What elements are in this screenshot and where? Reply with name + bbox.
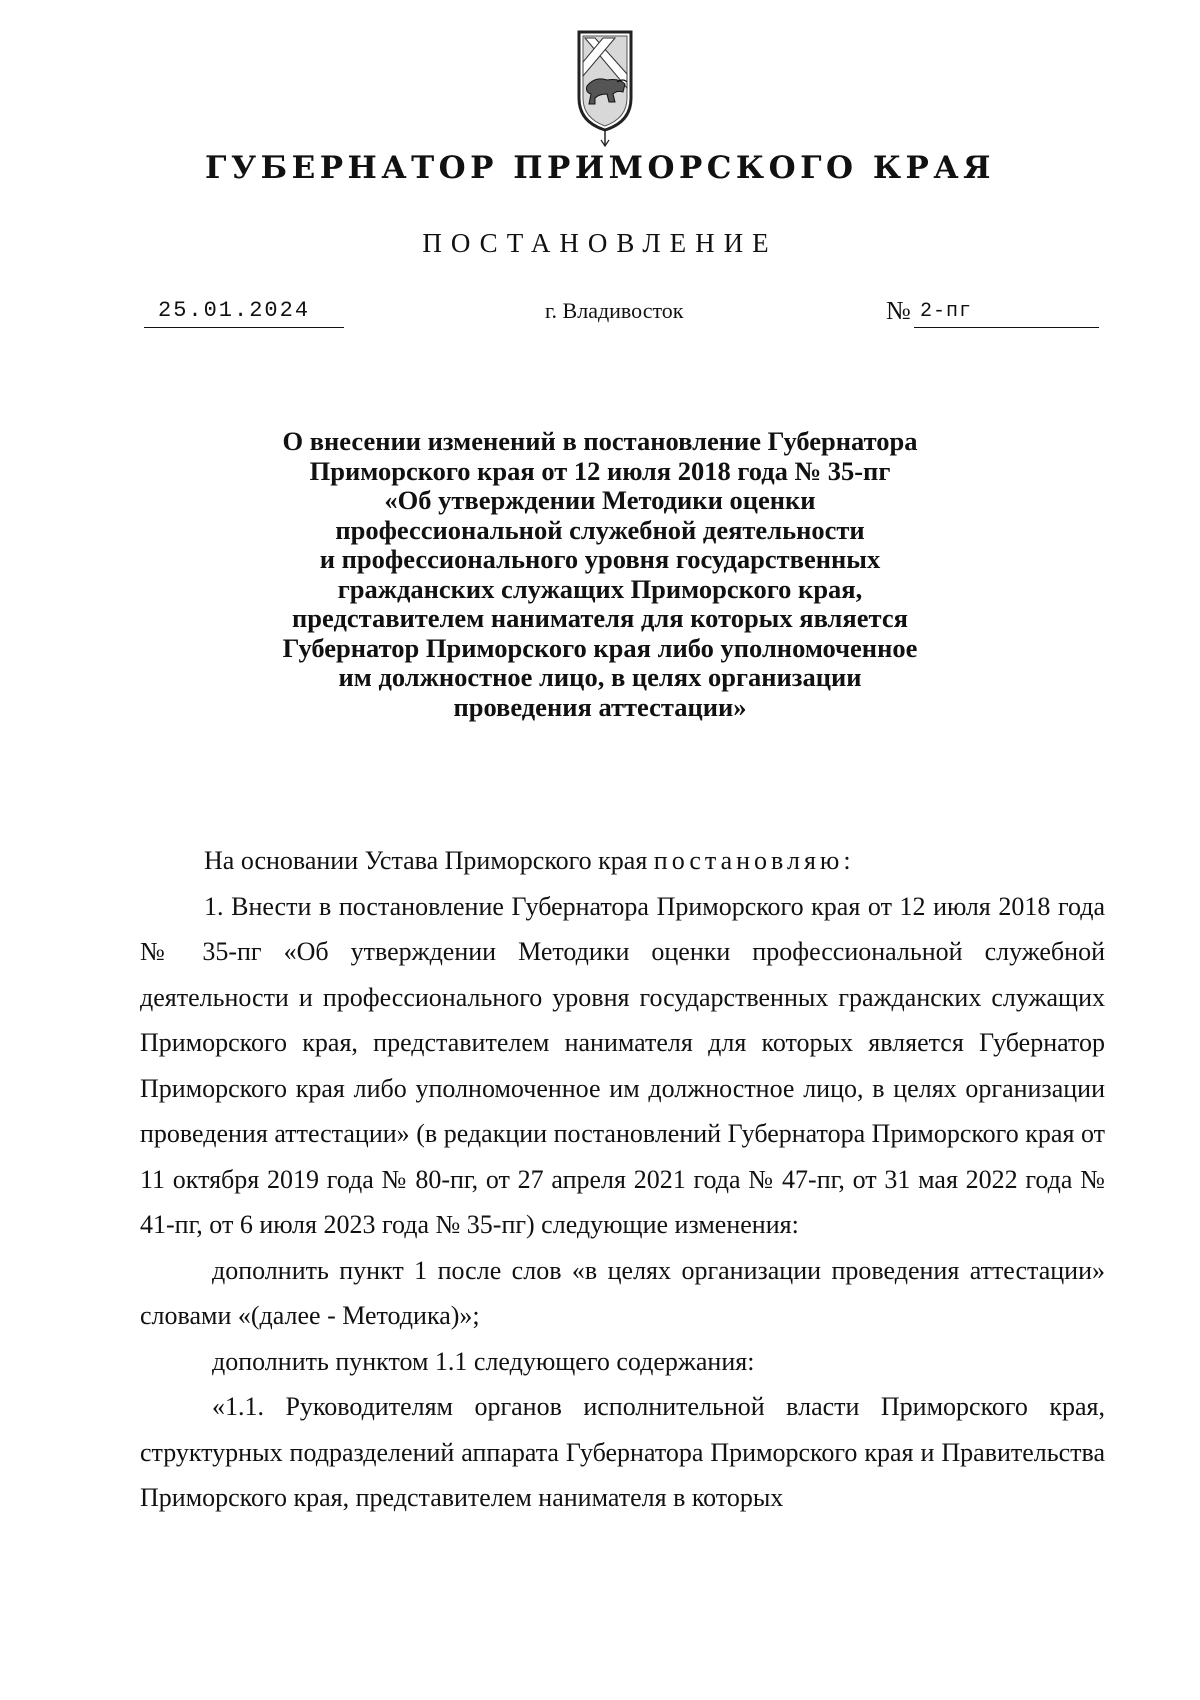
paragraph-1: 1. Внести в постановление Губернатора Приморского края от 12 июля 2018 года № 35-пг «Об утверждении Методики оценки профессиональной служебной деятельности и профессионального уровня государственных гражданских служащих Приморского края, представителем нанимателя для которых является Губернатор Приморского края либо уполномоченное им должностное лицо, в целях организации проведения аттестации» (в редакции постановлений Губернатора Приморского края от 11 октября 2019 года № 80-пг, от 27 апреля 2021 года № 47-пг, от 31 мая 2022 года № 41-пг, от 6 июля 2023 года № 35-пг) следующие изменения: xyxy=(140,891,1105,1239)
heading-line: профессиональной служебной деятельности xyxy=(335,514,865,545)
heading-line: Губернатор Приморского края либо уполномоченное xyxy=(282,632,918,663)
preamble-colon: : xyxy=(843,846,851,875)
document-type: ПОСТАНОВЛЕНИЕ xyxy=(422,228,778,258)
paragraph-2: дополнить пункт 1 после слов «в целях организации проведения аттестации» словами «(далее - Методика)»; xyxy=(140,1255,1105,1330)
document-date: 25.01.2024 xyxy=(144,300,344,328)
number-label: № xyxy=(886,296,911,325)
heading-line: им должностное лицо, в целях организации xyxy=(338,662,862,692)
heading-line: Приморского края от 12 июля 2018 года № 35-пг xyxy=(309,455,891,486)
heading-line: О внесении изменений в постановление Губернатора xyxy=(282,426,918,456)
document-heading xyxy=(200,427,1000,722)
paragraph-3: дополнить пунктом 1.1 следующего содержания: xyxy=(212,1346,755,1376)
document-number: 2-пг xyxy=(914,302,1099,328)
document-city: г. Владивосток xyxy=(545,298,684,323)
preamble-verb: постановляю xyxy=(653,846,844,875)
paragraph-4: «1.1. Руководителям органов исполнительной власти Приморского края, структурных подразделений аппарата Губернатора Приморского края и Правительства Приморского края, представителем нанимателя в которых xyxy=(140,1392,1105,1512)
authority-title: ГУБЕРНАТОР ПРИМОРСКОГО КРАЯ xyxy=(205,150,995,186)
heading-line: гражданских служащих Приморского края, xyxy=(337,573,863,604)
heading-line: представителем нанимателя для которых является xyxy=(292,603,908,633)
coat-of-arms-icon xyxy=(573,28,637,150)
heading-line: проведения аттестации» xyxy=(453,691,747,722)
heading-line: и профессионального уровня государственных xyxy=(319,544,881,574)
heading-line: «Об утверждении Методики оценки xyxy=(384,485,816,515)
preamble-paragraph xyxy=(140,838,1105,884)
preamble-text: На основании Устава Приморского края xyxy=(204,846,648,875)
document-body xyxy=(140,838,1105,1521)
